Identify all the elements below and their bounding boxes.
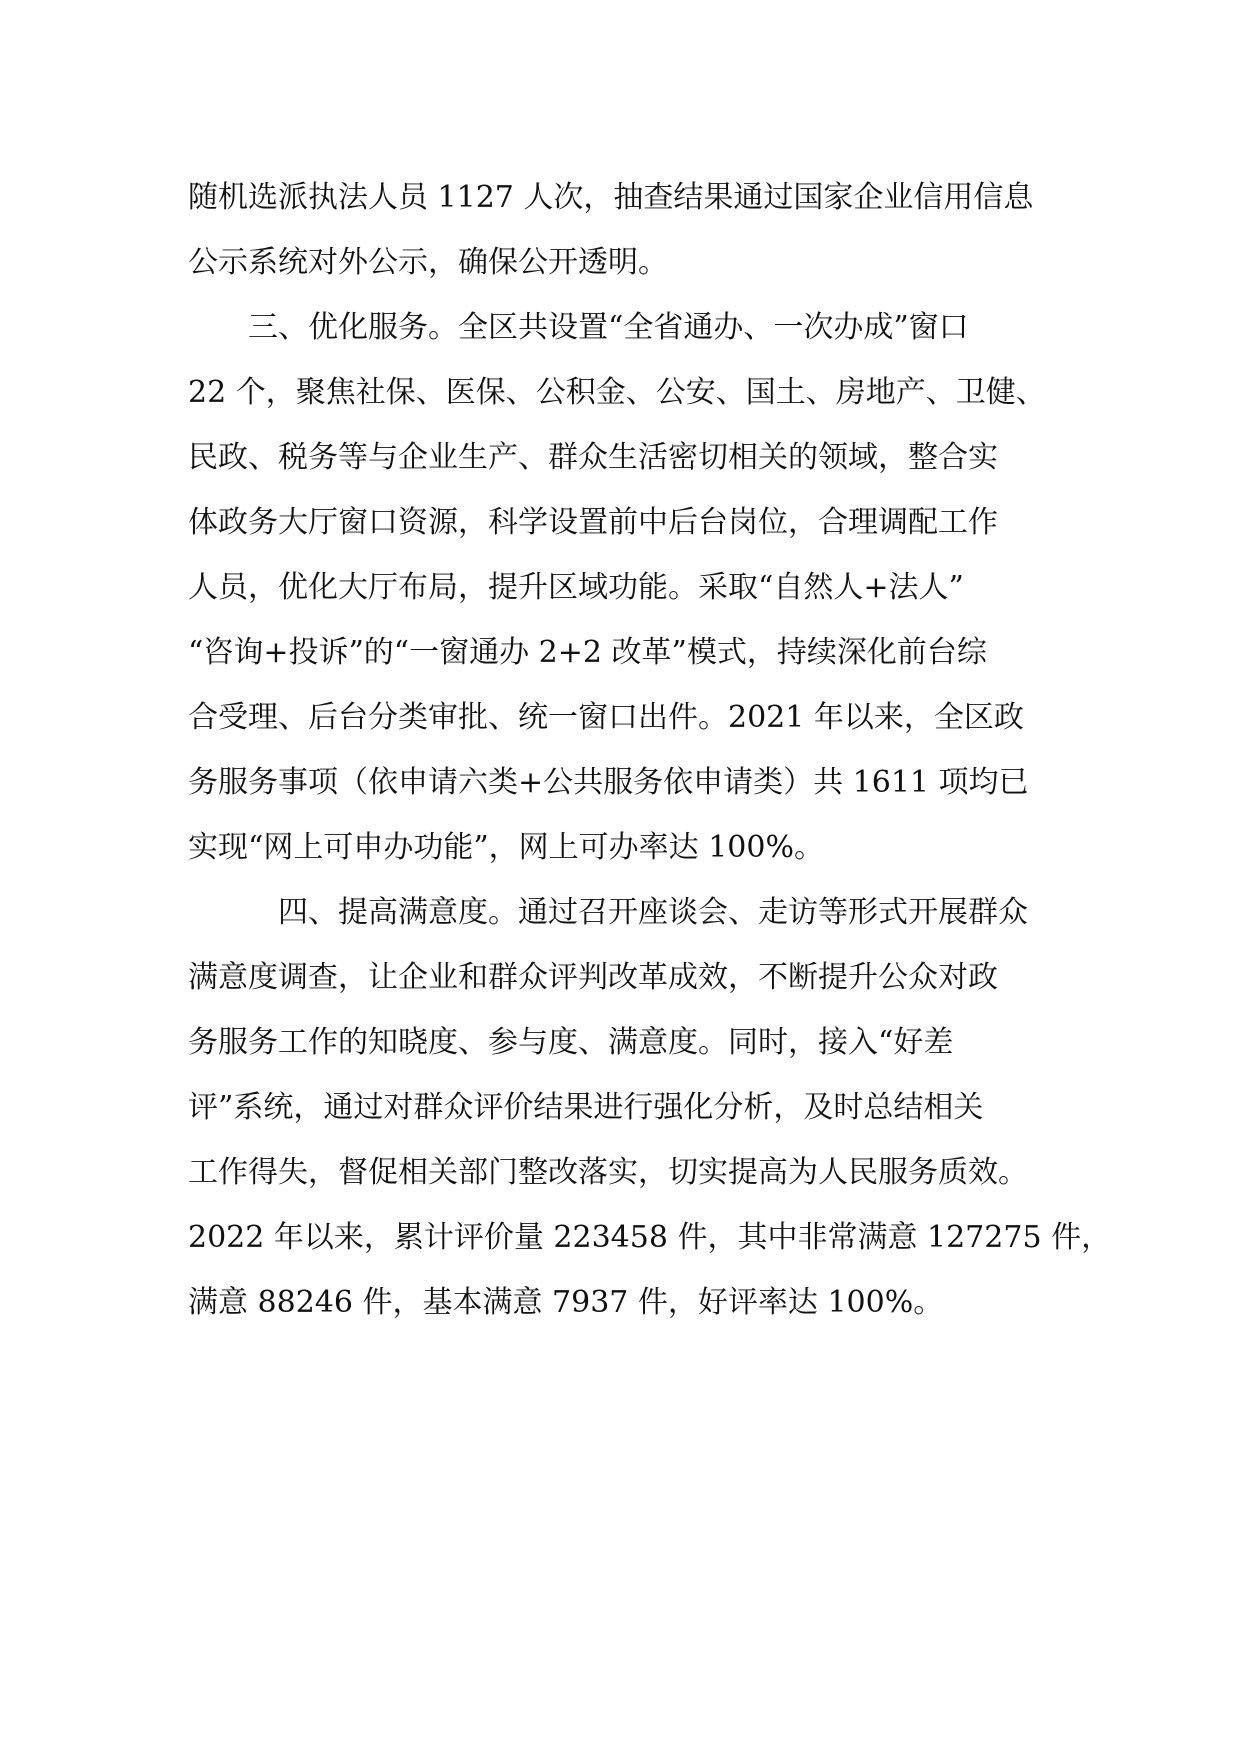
text-line: 公示系统对外公示，确保公开透明。 bbox=[188, 245, 668, 280]
paragraph-3-start: 三、优化服务。全区共设置“全省通办、一次办成”窗口 bbox=[188, 310, 969, 345]
text-line: “咨询+投诉”的“一窗通办 2+2 改革”模式，持续深化前台综 bbox=[188, 635, 987, 670]
text-line: 民政、税务等与企业生产、群众生活密切相关的领域，整合实 bbox=[188, 440, 998, 475]
paragraph-4-start: 四、提高满意度。通过召开座谈会、走访等形式开展群众 bbox=[188, 895, 1028, 930]
text-line: 人员，优化大厅布局，提升区域功能。采取“自然人+法人” bbox=[188, 570, 964, 605]
text-line: 随机选派执法人员 1127 人次，抽查结果通过国家企业信用信息 bbox=[188, 180, 1034, 215]
text-line: 22 个，聚焦社保、医保、公积金、公安、国土、房地产、卫健、 bbox=[188, 375, 1046, 410]
text-line: 务服务工作的知晓度、参与度、满意度。同时，接入“好差 bbox=[188, 1025, 954, 1060]
text-line: 实现“网上可申办功能”，网上可办率达 100%。 bbox=[188, 830, 824, 865]
text-line: 2022 年以来，累计评价量 223458 件，其中非常满意 127275 件， bbox=[188, 1220, 1112, 1255]
text-line: 工作得失，督促相关部门整改落实，切实提高为人民服务质效。 bbox=[188, 1155, 1028, 1190]
text-line: 体政务大厅窗口资源，科学设置前中后台岗位，合理调配工作 bbox=[188, 505, 998, 540]
document-body bbox=[188, 165, 1112, 1335]
text-line: 务服务事项（依申请六类+公共服务依申请类）共 1611 项均已 bbox=[188, 765, 1029, 800]
text-line: 满意 88246 件，基本满意 7937 件，好评率达 100%。 bbox=[188, 1285, 944, 1320]
text-line: 满意度调查，让企业和群众评判改革成效，不断提升公众对政 bbox=[188, 960, 998, 995]
text-line: 合受理、后台分类审批、统一窗口出件。2021 年以来，全区政 bbox=[188, 700, 1024, 735]
text-line: 评”系统，通过对群众评价结果进行强化分析，及时总结相关 bbox=[188, 1090, 984, 1125]
